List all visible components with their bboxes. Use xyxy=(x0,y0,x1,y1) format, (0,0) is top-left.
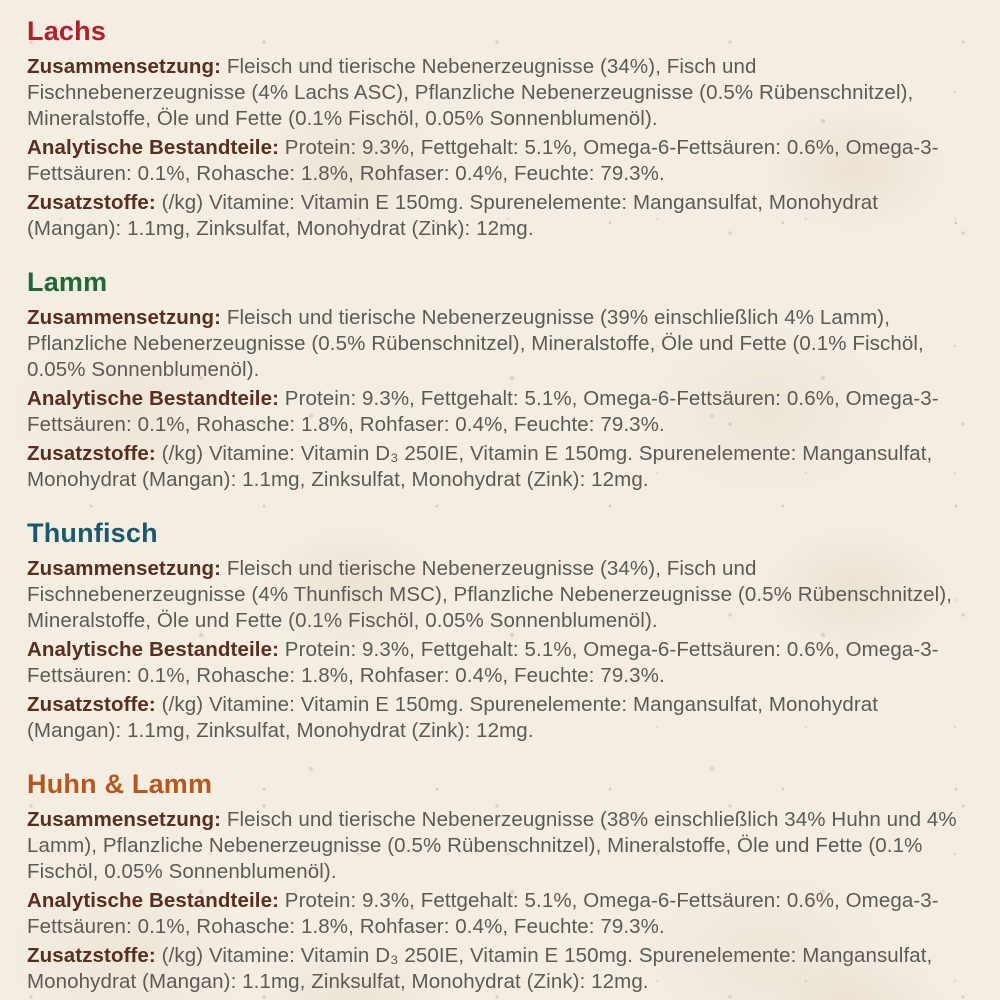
additives-text: (/kg) Vitamine: Vitamin D₃ 250IE, Vitamin E 150mg. Spurenelemente: Mangansulfat, Monohydrat (Mangan): 1.1mg, Zinksulfat, Monohydrat (Zink): 12mg. xyxy=(27,944,933,994)
composition-label: Zusammensetzung: xyxy=(27,55,222,79)
analysis-text: Protein: 9.3%, Fettgehalt: 5.1%, Omega-6-Fettsäuren: 0.6%, Omega-3-Fettsäuren: 0.1%, Rohasche: 1.8%, Rohfaser: 0.4%, Feuchte: 79.3%. xyxy=(27,136,939,186)
additives-paragraph xyxy=(27,190,976,242)
additives-paragraph xyxy=(27,943,976,995)
additives-label: Zusatzstoffe: xyxy=(27,442,156,466)
analysis-text: Protein: 9.3%, Fettgehalt: 5.1%, Omega-6-Fettsäuren: 0.6%, Omega-3-Fettsäuren: 0.1%, Rohasche: 1.8%, Rohfaser: 0.4%, Feuchte: 79.3%. xyxy=(27,387,939,437)
additives-text: (/kg) Vitamine: Vitamin E 150mg. Spurenelemente: Mangansulfat, Monohydrat (Mangan): 1.1mg, Zinksulfat, Monohydrat (Zink): 12mg. xyxy=(27,191,879,241)
additives-paragraph xyxy=(27,692,976,744)
section-title-thunfisch: Thunfisch xyxy=(27,518,158,549)
analysis-text: Protein: 9.3%, Fettgehalt: 5.1%, Omega-6-Fettsäuren: 0.6%, Omega-3-Fettsäuren: 0.1%, Rohasche: 1.8%, Rohfaser: 0.4%, Feuchte: 79.3%. xyxy=(27,638,939,688)
analysis-label: Analytische Bestandteile: xyxy=(27,387,279,411)
composition-paragraph xyxy=(27,305,976,383)
additives-text: (/kg) Vitamine: Vitamin D₃ 250IE, Vitamin E 150mg. Spurenelemente: Mangansulfat, Monohydrat (Mangan): 1.1mg, Zinksulfat, Monohydrat (Zink): 12mg. xyxy=(27,442,933,492)
composition-text: Fleisch und tierische Nebenerzeugnisse (34%), Fisch und Fischnebenerzeugnisse (4% Thunfisch MSC), Pflanzliche Nebenerzeugnisse (0.5% Rübenschnitzel), Mineralstoffe, Öle und Fette (0.1% Fischöl, 0.05% Sonnenblumenöl). xyxy=(27,557,953,633)
analysis-label: Analytische Bestandteile: xyxy=(27,638,279,662)
section-title-huhn-lamm: Huhn & Lamm xyxy=(27,769,213,800)
analysis-paragraph xyxy=(27,386,976,438)
section-title-lachs: Lachs xyxy=(27,16,107,46)
additives-label: Zusatzstoffe: xyxy=(27,944,156,968)
additives-label: Zusatzstoffe: xyxy=(27,693,156,717)
additives-paragraph xyxy=(27,441,976,493)
analysis-paragraph xyxy=(27,637,976,689)
composition-text: Fleisch und tierische Nebenerzeugnisse (38% einschließlich 34% Huhn und 4% Lamm), Pflanzliche Nebenerzeugnisse (0.5% Rübenschnitzel), Mineralstoffe, Öle und Fette (0.1% Fischöl, 0.05% Sonnenblumenöl). xyxy=(27,808,957,884)
composition-paragraph xyxy=(27,807,976,885)
composition-text: Fleisch und tierische Nebenerzeugnisse (34%), Fisch und Fischnebenerzeugnisse (4% Lachs ASC), Pflanzliche Nebenerzeugnisse (0.5% Rübenschnitzel), Mineralstoffe, Öle und Fette (0.1% Fischöl, 0.05% Sonnenblumenöl). xyxy=(27,55,914,131)
composition-label: Zusammensetzung: xyxy=(27,808,222,832)
additives-text: (/kg) Vitamine: Vitamin E 150mg. Spurenelemente: Mangansulfat, Monohydrat (Mangan): 1.1mg, Zinksulfat, Monohydrat (Zink): 12mg. xyxy=(27,693,879,743)
composition-paragraph xyxy=(27,54,976,132)
analysis-label: Analytische Bestandteile: xyxy=(27,889,279,913)
analysis-text: Protein: 9.3%, Fettgehalt: 5.1%, Omega-6-Fettsäuren: 0.6%, Omega-3-Fettsäuren: 0.1%, Rohasche: 1.8%, Rohfaser: 0.4%, Feuchte: 79.3%. xyxy=(27,889,939,939)
section-huhn-lamm xyxy=(27,769,976,995)
section-lamm xyxy=(27,267,976,493)
section-thunfisch xyxy=(27,518,976,744)
composition-paragraph xyxy=(27,556,976,634)
composition-text: Fleisch und tierische Nebenerzeugnisse (39% einschließlich 4% Lamm), Pflanzliche Nebenerzeugnisse (0.5% Rübenschnitzel), Mineralstoffe, Öle und Fette (0.1% Fischöl, 0.05% Sonnenblumenöl). xyxy=(27,306,924,382)
analysis-paragraph xyxy=(27,135,976,187)
analysis-label: Analytische Bestandteile: xyxy=(27,136,279,160)
composition-label: Zusammensetzung: xyxy=(27,557,222,581)
section-lachs xyxy=(27,16,976,242)
analysis-paragraph xyxy=(27,888,976,940)
additives-label: Zusatzstoffe: xyxy=(27,191,156,215)
section-title-lamm: Lamm xyxy=(27,267,108,298)
composition-label: Zusammensetzung: xyxy=(27,306,222,330)
